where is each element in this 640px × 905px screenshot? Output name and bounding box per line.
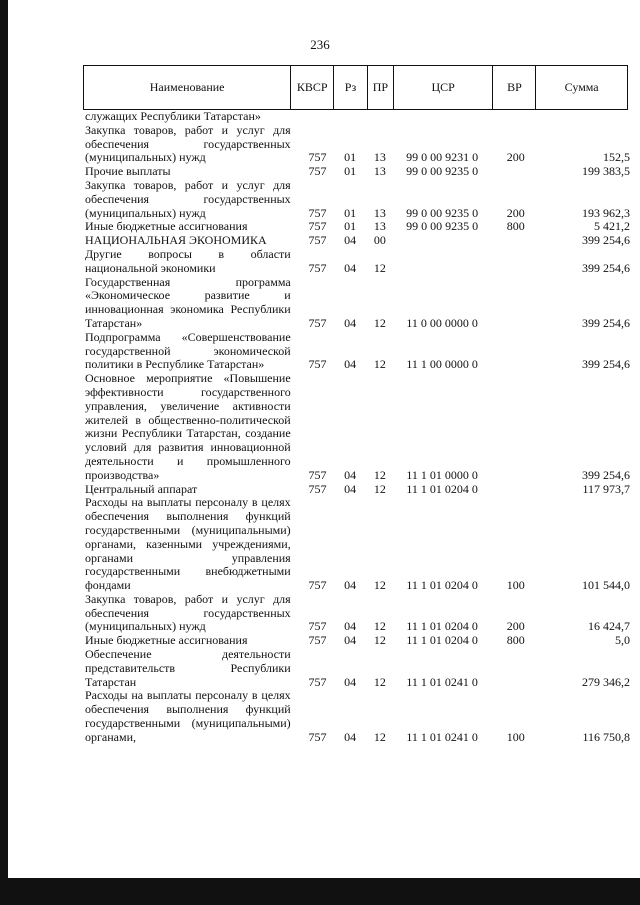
row-pr: 13: [373, 164, 386, 179]
row-kvsr: 757: [308, 315, 327, 330]
row-sum: 399 254,6: [582, 467, 630, 482]
row-rz: 04: [344, 233, 357, 248]
row-name: Закупка товаров, работ и услуг для обеспечения государственных (муниципальных) нужд: [85, 177, 291, 220]
row-csr: 99 0 00 9235 0: [406, 205, 479, 220]
row-pr: 12: [373, 481, 386, 496]
row-sum: 116 750,8: [582, 729, 630, 744]
table-row: [85, 234, 630, 248]
row-rz: 04: [344, 260, 357, 275]
row-rz: 04: [344, 315, 357, 330]
row-sum: 117 973,7: [582, 481, 630, 496]
row-csr: 99 0 00 9231 0: [406, 150, 479, 165]
row-rz: 04: [344, 467, 357, 482]
row-name: Основное мероприятие «Повышение эффективности государственного управления, увеличение активности жителей в общественно-политической жизни Республики Татарстан, создание условий для развития инновационной деятельности и промышленного производства»: [85, 371, 291, 482]
row-pr: 13: [373, 150, 386, 165]
table-row: [85, 634, 630, 648]
row-sum: 399 254,6: [582, 315, 630, 330]
row-kvsr: 757: [308, 481, 327, 496]
header-pr: ПР: [368, 66, 394, 109]
row-pr: 12: [373, 260, 386, 275]
table-row: [85, 331, 630, 372]
row-sum: 5 421,2: [594, 219, 630, 234]
table-body: [85, 110, 630, 745]
table-row: [85, 248, 630, 276]
row-csr: 11 1 01 0000 0: [406, 467, 478, 482]
row-sum: 101 544,0: [582, 578, 630, 593]
row-name: Расходы на выплаты персоналу в целях обеспечения выполнения функций государственными (муниципальными) органами, казенными учреждениями, органами управления государственными внебюджетными фондами: [85, 495, 291, 593]
row-name: Расходы на выплаты персоналу в целях обеспечения выполнения функций государственными (муниципальными) органами,: [85, 688, 291, 744]
row-sum: 399 254,6: [582, 260, 630, 275]
row-pr: 12: [373, 357, 386, 372]
header-vr: ВР: [493, 66, 536, 109]
table-row: [85, 483, 630, 497]
row-csr: 11 1 01 0204 0: [406, 619, 478, 634]
table-row: [85, 593, 630, 634]
table-row: [85, 648, 630, 689]
table-row: [85, 496, 630, 593]
row-pr: 12: [373, 633, 386, 648]
row-csr: 11 0 00 0000 0: [406, 315, 478, 330]
header-rz: Рз: [334, 66, 368, 109]
row-name: Закупка товаров, работ и услуг для обеспечения государственных (муниципальных) нужд: [85, 122, 291, 165]
row-name: Закупка товаров, работ и услуг для обеспечения государственных (муниципальных) нужд: [85, 591, 291, 634]
row-pr: 12: [373, 315, 386, 330]
row-vr: 200: [506, 150, 525, 165]
row-sum: 199 383,5: [582, 164, 630, 179]
row-vr: 100: [506, 578, 525, 593]
row-kvsr: 757: [308, 578, 327, 593]
table-header: [83, 65, 628, 110]
row-rz: 04: [344, 619, 357, 634]
row-name: Государственная программа «Экономическое развитие и инновационная экономика Республики Татарстан»: [85, 274, 291, 330]
row-name: Другие вопросы в области национальной экономики: [85, 246, 291, 275]
row-name: Обеспечение деятельности представительств Республики Татарстан: [85, 647, 291, 689]
row-sum: 5,0: [615, 633, 630, 648]
row-rz: 01: [344, 164, 357, 179]
page-number: 236: [310, 37, 330, 52]
row-pr: 12: [373, 467, 386, 482]
row-kvsr: 757: [308, 233, 327, 248]
row-rz: 04: [344, 481, 357, 496]
row-name: НАЦИОНАЛЬНАЯ ЭКОНОМИКА: [85, 233, 267, 248]
row-pr: 12: [373, 619, 386, 634]
table-row: [85, 276, 630, 331]
table-row: [85, 165, 630, 179]
row-rz: 01: [344, 205, 357, 220]
row-sum: 16 424,7: [588, 619, 630, 634]
row-csr: 11 1 01 0241 0: [406, 674, 478, 689]
row-csr: 11 1 01 0241 0: [406, 729, 478, 744]
table-row: [85, 124, 630, 165]
table-row: [85, 220, 630, 234]
header-name: Наименование: [84, 66, 291, 109]
scan-bottom-border: [0, 878, 640, 905]
row-kvsr: 757: [308, 150, 327, 165]
row-kvsr: 757: [308, 674, 327, 689]
row-rz: 04: [344, 578, 357, 593]
row-kvsr: 757: [308, 357, 327, 372]
row-pr: 12: [373, 729, 386, 744]
row-kvsr: 757: [308, 260, 327, 275]
row-sum: 399 254,6: [582, 233, 630, 248]
header-csr: ЦСР: [394, 66, 494, 109]
row-pr: 13: [373, 205, 386, 220]
table-row: [85, 689, 630, 744]
row-sum: 193 962,3: [582, 205, 630, 220]
row-rz: 04: [344, 729, 357, 744]
row-kvsr: 757: [308, 164, 327, 179]
table-row: [85, 372, 630, 482]
row-csr: 11 1 00 0000 0: [406, 357, 478, 372]
row-name: Центральный аппарат: [85, 481, 198, 496]
row-rz: 04: [344, 674, 357, 689]
row-csr: 11 1 01 0204 0: [406, 578, 478, 593]
row-vr: 200: [506, 619, 525, 634]
row-csr: 99 0 00 9235 0: [406, 219, 479, 234]
row-sum: 152,5: [603, 150, 630, 165]
table-row: [85, 110, 630, 124]
row-pr: 12: [373, 674, 386, 689]
row-csr: 11 1 01 0204 0: [406, 633, 478, 648]
header-kvsr: КВСР: [291, 66, 334, 109]
row-csr: 11 1 01 0204 0: [406, 481, 478, 496]
row-rz: 04: [344, 633, 357, 648]
row-vr: 800: [506, 633, 525, 648]
header-sum: Сумма: [564, 80, 599, 94]
table-row: [85, 179, 630, 220]
row-name: служащих Республики Татарстан»: [85, 109, 261, 123]
row-pr: 13: [373, 219, 386, 234]
row-kvsr: 757: [308, 219, 327, 234]
row-sum: 399 254,6: [582, 357, 630, 372]
row-name: Иные бюджетные ассигнования: [85, 633, 248, 648]
row-vr: 100: [506, 729, 525, 744]
row-name: Прочие выплаты: [85, 164, 171, 179]
row-pr: 12: [373, 578, 386, 593]
row-vr: 800: [506, 219, 525, 234]
row-kvsr: 757: [308, 467, 327, 482]
row-csr: 99 0 00 9235 0: [406, 164, 479, 179]
row-name: Иные бюджетные ассигнования: [85, 219, 248, 234]
row-rz: 04: [344, 357, 357, 372]
row-kvsr: 757: [308, 633, 327, 648]
row-name: Подпрограмма «Совершенствование государственной экономической политики в Республике Татарстан»: [85, 329, 291, 372]
row-kvsr: 757: [308, 729, 327, 744]
row-vr: 200: [506, 205, 525, 220]
row-sum: 279 346,2: [582, 674, 630, 689]
row-rz: 01: [344, 150, 357, 165]
row-kvsr: 757: [308, 619, 327, 634]
row-kvsr: 757: [308, 205, 327, 220]
scan-left-border: [0, 0, 8, 905]
row-pr: 00: [373, 233, 386, 248]
row-rz: 01: [344, 219, 357, 234]
